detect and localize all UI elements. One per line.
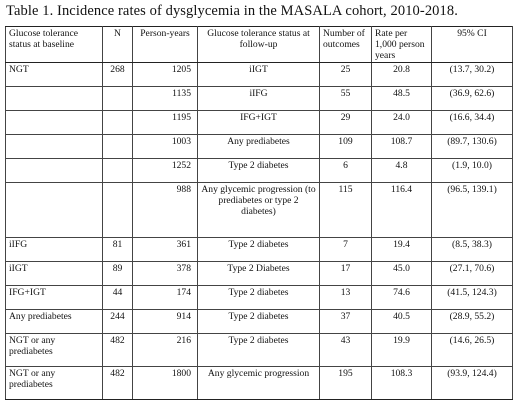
baseline-cell: NGT	[6, 63, 103, 87]
person-years-cell: 988	[133, 183, 198, 238]
followup-cell: Type 2 diabetes	[198, 159, 320, 183]
outcomes-cell: 55	[320, 87, 372, 111]
outcomes-cell: 115	[320, 183, 372, 238]
person-years-cell: 1135	[133, 87, 198, 111]
ci-cell: (89.7, 130.6)	[432, 135, 513, 159]
outcomes-cell: 7	[320, 238, 372, 262]
table-row	[6, 87, 513, 111]
baseline-cell	[6, 135, 103, 159]
table-row	[6, 310, 513, 334]
header-n: N	[103, 27, 133, 63]
followup-cell: Any prediabetes	[198, 135, 320, 159]
table-row	[6, 63, 513, 87]
table-row	[6, 334, 513, 367]
rate-cell: 19.9	[372, 334, 432, 367]
n-cell: 482	[103, 334, 133, 367]
followup-cell: Type 2 Diabetes	[198, 262, 320, 286]
rate-cell: 108.7	[372, 135, 432, 159]
n-cell	[103, 183, 133, 238]
header-baseline: Glucose tolerance status at baseline	[6, 27, 103, 63]
baseline-cell: NGT or any prediabetes	[6, 334, 103, 367]
n-cell: 244	[103, 310, 133, 334]
header-ci: 95% CI	[432, 27, 513, 63]
followup-cell: iIGT	[198, 63, 320, 87]
rate-cell: 19.4	[372, 238, 432, 262]
table-caption: Table 1. Incidence rates of dysglycemia in the MASALA cohort, 2010-2018.	[6, 3, 458, 19]
table-row	[6, 262, 513, 286]
ci-cell: (8.5, 38.3)	[432, 238, 513, 262]
header-person-years: Person-years	[133, 27, 198, 63]
incidence-table	[5, 26, 513, 400]
followup-cell: Any glycemic progression	[198, 367, 320, 400]
person-years-cell: 1800	[133, 367, 198, 400]
baseline-cell: IFG+IGT	[6, 286, 103, 310]
baseline-cell	[6, 183, 103, 238]
ci-cell: (1.9, 10.0)	[432, 159, 513, 183]
table-row	[6, 159, 513, 183]
ci-cell: (41.5, 124.3)	[432, 286, 513, 310]
table-row	[6, 135, 513, 159]
n-cell	[103, 111, 133, 135]
followup-cell: Type 2 diabetes	[198, 334, 320, 367]
ci-cell: (14.6, 26.5)	[432, 334, 513, 367]
followup-cell: Type 2 diabetes	[198, 286, 320, 310]
person-years-cell: 1003	[133, 135, 198, 159]
n-cell	[103, 159, 133, 183]
n-cell: 482	[103, 367, 133, 400]
table-row	[6, 111, 513, 135]
followup-cell: Any glycemic progression (to prediabetes or type 2 diabetes)	[198, 183, 320, 238]
rate-cell: 116.4	[372, 183, 432, 238]
header-rate: Rate per 1,000 person years	[372, 27, 432, 63]
n-cell: 81	[103, 238, 133, 262]
followup-cell: iIFG	[198, 87, 320, 111]
header-row	[6, 27, 513, 63]
person-years-cell: 216	[133, 334, 198, 367]
outcomes-cell: 17	[320, 262, 372, 286]
person-years-cell: 174	[133, 286, 198, 310]
ci-cell: (27.1, 70.6)	[432, 262, 513, 286]
n-cell: 44	[103, 286, 133, 310]
person-years-cell: 1252	[133, 159, 198, 183]
outcomes-cell: 29	[320, 111, 372, 135]
baseline-cell: iIGT	[6, 262, 103, 286]
table-row	[6, 367, 513, 400]
ci-cell: (13.7, 30.2)	[432, 63, 513, 87]
person-years-cell: 1195	[133, 111, 198, 135]
n-cell	[103, 87, 133, 111]
rate-cell: 20.8	[372, 63, 432, 87]
ci-cell: (16.6, 34.4)	[432, 111, 513, 135]
baseline-cell	[6, 159, 103, 183]
n-cell	[103, 135, 133, 159]
ci-cell: (93.9, 124.4)	[432, 367, 513, 400]
outcomes-cell: 25	[320, 63, 372, 87]
outcomes-cell: 13	[320, 286, 372, 310]
baseline-cell	[6, 87, 103, 111]
outcomes-cell: 6	[320, 159, 372, 183]
person-years-cell: 361	[133, 238, 198, 262]
header-outcomes: Number of outcomes	[320, 27, 372, 63]
table-row	[6, 238, 513, 262]
baseline-cell	[6, 111, 103, 135]
person-years-cell: 1205	[133, 63, 198, 87]
rate-cell: 24.0	[372, 111, 432, 135]
baseline-cell: NGT or any prediabetes	[6, 367, 103, 400]
ci-cell: (96.5, 139.1)	[432, 183, 513, 238]
n-cell: 268	[103, 63, 133, 87]
header-followup: Glucose tolerance status at follow-up	[198, 27, 320, 63]
n-cell: 89	[103, 262, 133, 286]
baseline-cell: Any prediabetes	[6, 310, 103, 334]
outcomes-cell: 37	[320, 310, 372, 334]
rate-cell: 4.8	[372, 159, 432, 183]
person-years-cell: 378	[133, 262, 198, 286]
outcomes-cell: 43	[320, 334, 372, 367]
followup-cell: Type 2 diabetes	[198, 238, 320, 262]
outcomes-cell: 109	[320, 135, 372, 159]
table-row	[6, 286, 513, 310]
ci-cell: (36.9, 62.6)	[432, 87, 513, 111]
outcomes-cell: 195	[320, 367, 372, 400]
rate-cell: 40.5	[372, 310, 432, 334]
rate-cell: 45.0	[372, 262, 432, 286]
rate-cell: 108.3	[372, 367, 432, 400]
rate-cell: 74.6	[372, 286, 432, 310]
ci-cell: (28.9, 55.2)	[432, 310, 513, 334]
followup-cell: IFG+IGT	[198, 111, 320, 135]
followup-cell: Type 2 diabetes	[198, 310, 320, 334]
table-row	[6, 183, 513, 238]
rate-cell: 48.5	[372, 87, 432, 111]
person-years-cell: 914	[133, 310, 198, 334]
baseline-cell: iIFG	[6, 238, 103, 262]
